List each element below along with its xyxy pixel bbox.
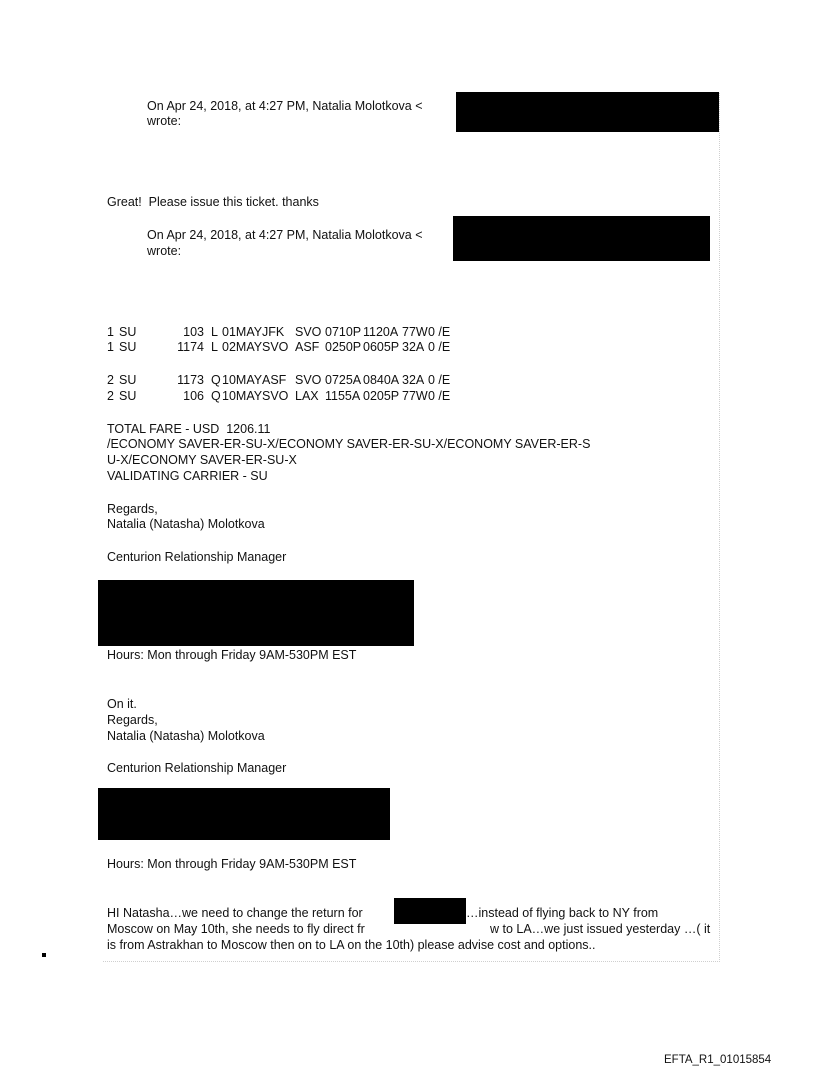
- departure-time: 0250P: [325, 340, 362, 354]
- flight-date: 10MAY: [222, 389, 263, 403]
- airline-code: SU: [119, 325, 137, 339]
- request-line-1b: …instead of flying back to NY from: [466, 906, 659, 920]
- flight-number: 1173: [177, 373, 204, 387]
- redaction-box: [98, 788, 390, 840]
- booking-class: L: [211, 325, 218, 339]
- stop-info: 0 /E: [428, 340, 451, 354]
- signature-hours: Hours: Mon through Friday 9AM-530PM EST: [107, 857, 357, 871]
- stop-info: 0 /E: [428, 373, 451, 387]
- message-great: Great! Please issue this ticket. thanks: [107, 195, 319, 209]
- message-on-it: On it.: [107, 697, 137, 711]
- equipment: 32A: [402, 373, 425, 387]
- request-line-2a: Moscow on May 10th, she needs to fly direct fr: [107, 922, 365, 936]
- quote-header-2: On Apr 24, 2018, at 4:27 PM, Natalia Molotkova <: [147, 228, 423, 242]
- stop-info: 0 /E: [428, 325, 451, 339]
- arrival-time: 0205P: [363, 389, 400, 403]
- request-line-3: is from Astrakhan to Moscow then on to LA on the 10th) please advise cost and options..: [107, 938, 596, 952]
- equipment: 77W: [402, 389, 428, 403]
- validating-carrier: VALIDATING CARRIER - SU: [107, 469, 268, 483]
- flight-date: 01MAY: [222, 325, 263, 339]
- airline-code: SU: [119, 373, 137, 387]
- booking-class: Q: [211, 389, 221, 403]
- departure-time: 1155A: [325, 389, 361, 403]
- signature-regards: Regards,: [107, 502, 158, 516]
- booking-class: L: [211, 340, 218, 354]
- destination-airport: LAX: [295, 389, 319, 403]
- quote-header-1: On Apr 24, 2018, at 4:27 PM, Natalia Molotkova <: [147, 99, 423, 113]
- redaction-box: [98, 580, 414, 646]
- flight-number: 106: [183, 389, 204, 403]
- departure-time: 0725A: [325, 373, 362, 387]
- equipment: 32A: [402, 340, 425, 354]
- origin-airport: ASF: [262, 373, 287, 387]
- quote-header-1-wrote: wrote:: [147, 114, 182, 128]
- booking-class: Q: [211, 373, 221, 387]
- flight-number: 103: [183, 325, 204, 339]
- arrival-time: 1120A: [363, 325, 399, 339]
- flight-number: 1174: [177, 340, 204, 354]
- signature-title: Centurion Relationship Manager: [107, 550, 287, 564]
- request-line-1a: HI Natasha…we need to change the return for: [107, 906, 363, 920]
- segment-number: 1: [107, 325, 114, 339]
- document-id: EFTA_R1_01015854: [664, 1054, 772, 1066]
- signature-name: Natalia (Natasha) Molotkova: [107, 729, 265, 743]
- stop-info: 0 /E: [428, 389, 451, 403]
- quote-header-2-wrote: wrote:: [147, 244, 182, 258]
- origin-airport: JFK: [262, 325, 285, 339]
- origin-airport: SVO: [262, 389, 289, 403]
- segment-number: 2: [107, 389, 114, 403]
- fare-total: TOTAL FARE - USD 1206.11: [107, 422, 271, 436]
- signature-name: Natalia (Natasha) Molotkova: [107, 517, 265, 531]
- arrival-time: 0840A: [363, 373, 400, 387]
- airline-code: SU: [119, 340, 137, 354]
- fare-basis-line-1: /ECONOMY SAVER-ER-SU-X/ECONOMY SAVER-ER-SU-X/ECONOMY SAVER-ER-S: [107, 437, 591, 451]
- destination-airport: SVO: [295, 373, 322, 387]
- flight-date: 02MAY: [222, 340, 263, 354]
- redaction-box: [453, 216, 710, 261]
- fare-basis-line-2: U-X/ECONOMY SAVER-ER-SU-X: [107, 453, 297, 467]
- signature-regards: Regards,: [107, 713, 158, 727]
- departure-time: 0710P: [325, 325, 362, 339]
- equipment: 77W: [402, 325, 428, 339]
- arrival-time: 0605P: [363, 340, 400, 354]
- redaction-box: [394, 898, 466, 924]
- flight-date: 10MAY: [222, 373, 263, 387]
- segment-number: 2: [107, 373, 114, 387]
- signature-title: Centurion Relationship Manager: [107, 761, 287, 775]
- airline-code: SU: [119, 389, 137, 403]
- segment-number: 1: [107, 340, 114, 354]
- bullet-mark: [42, 953, 46, 957]
- signature-hours: Hours: Mon through Friday 9AM-530PM EST: [107, 648, 357, 662]
- redaction-box: [456, 92, 719, 132]
- origin-airport: SVO: [262, 340, 289, 354]
- destination-airport: SVO: [295, 325, 322, 339]
- request-line-2b: w to LA…we just issued yesterday …( it: [490, 922, 711, 936]
- destination-airport: ASF: [295, 340, 320, 354]
